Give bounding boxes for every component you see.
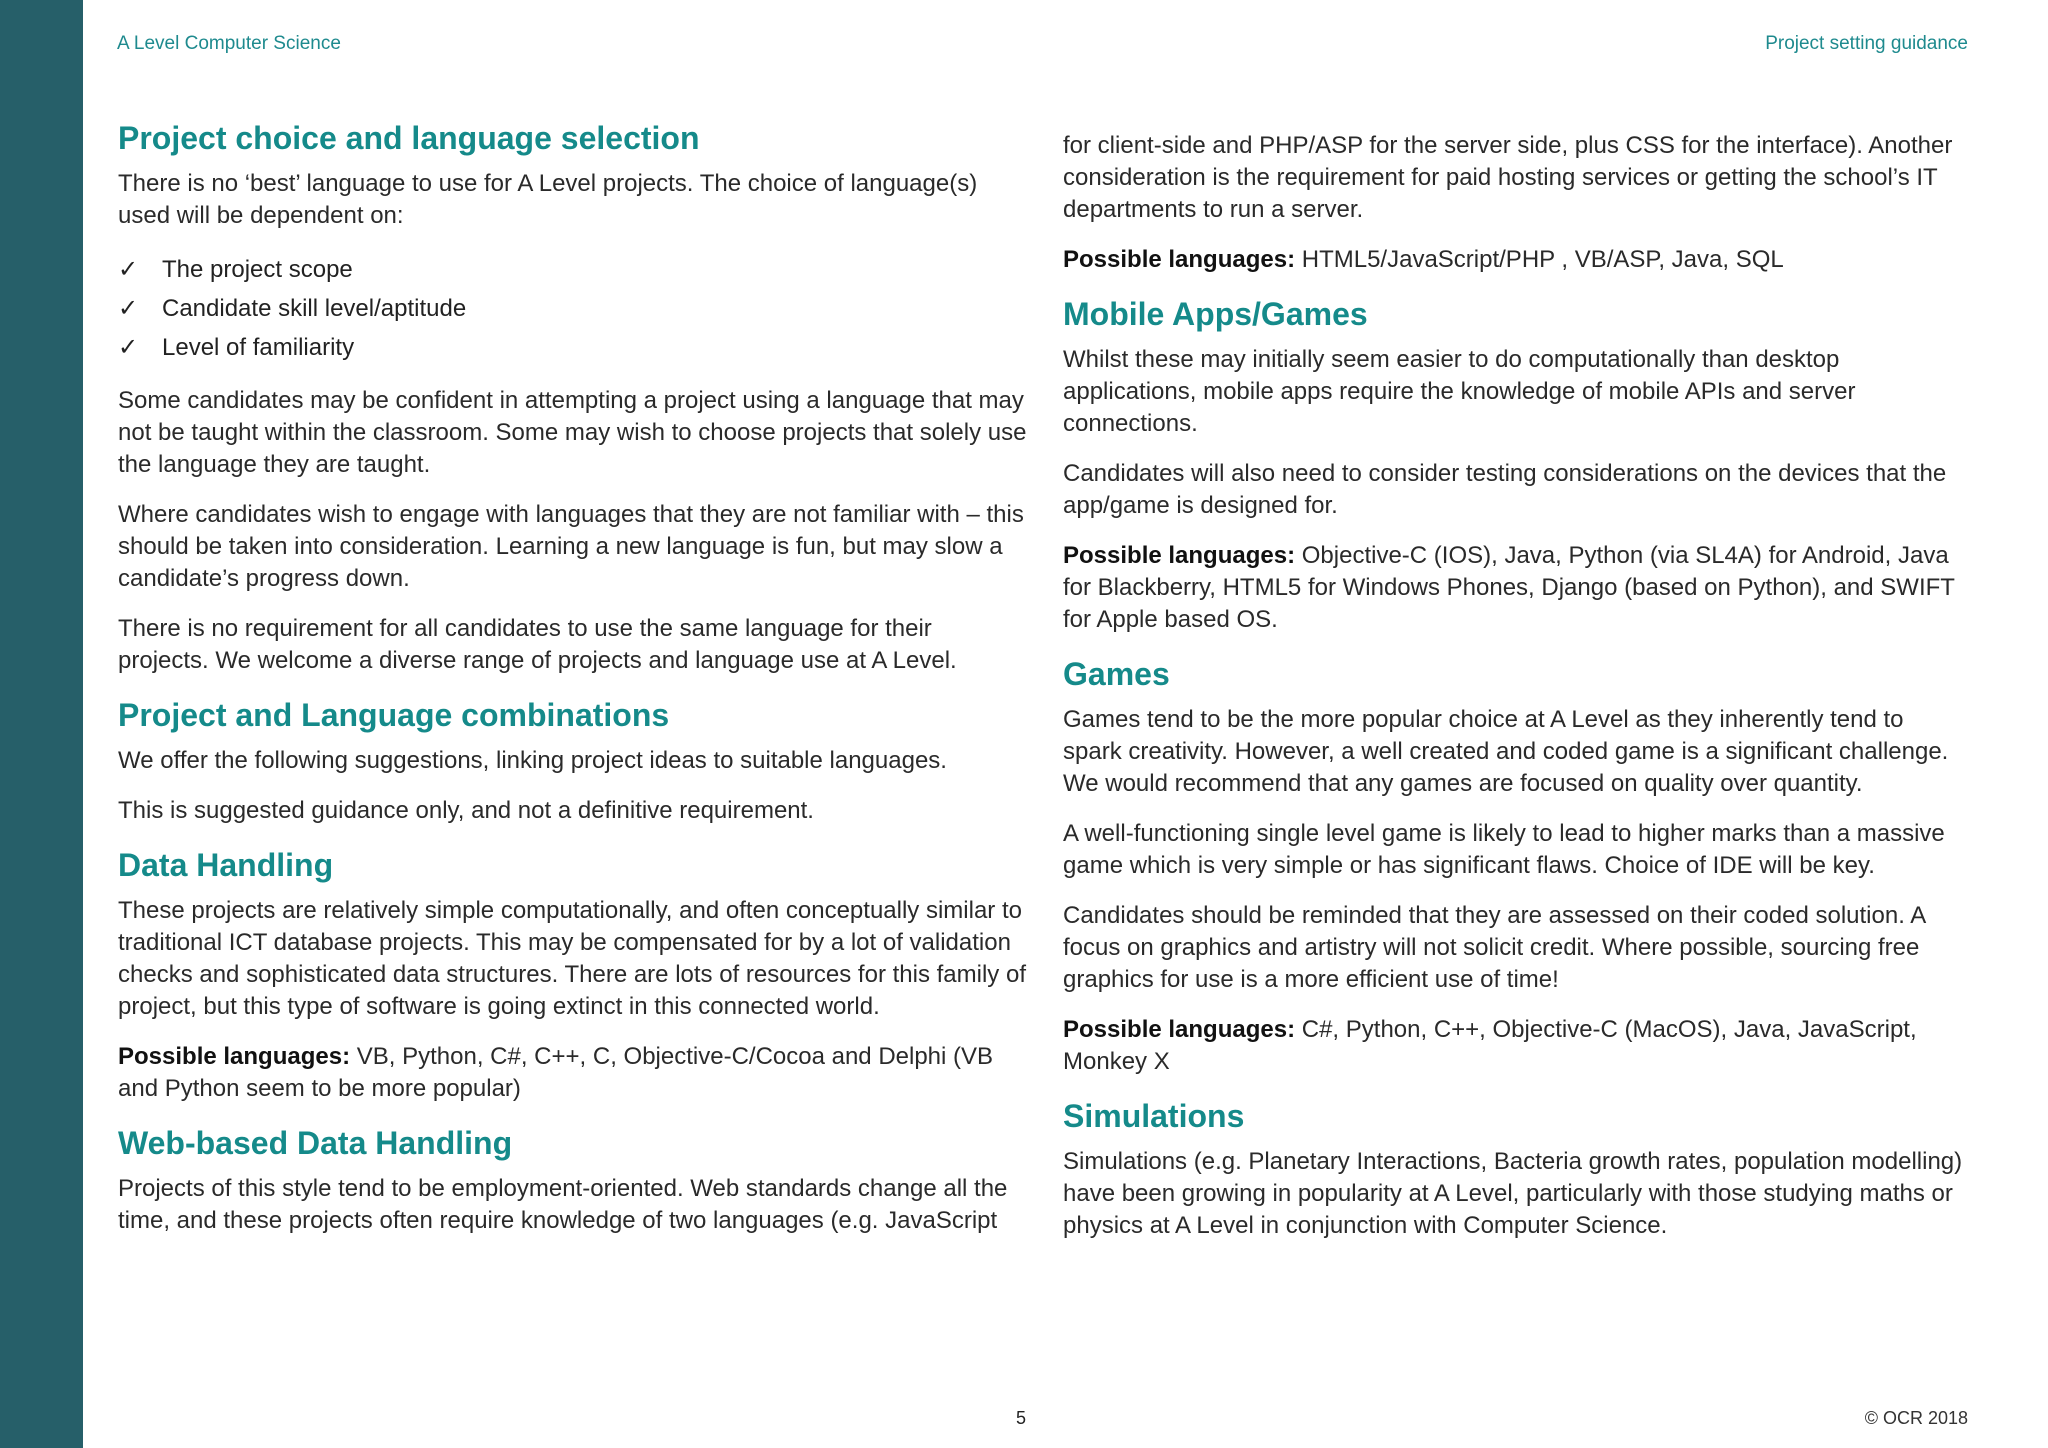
paragraph-suggestions: We offer the following suggestions, linking project ideas to suitable languages. [118,747,947,774]
heading-games: Games [1063,656,1170,692]
checkmark-icon: ✓ [118,256,139,283]
header-document-title: Project setting guidance [1765,33,1968,54]
checkmark-icon: ✓ [118,334,139,361]
paragraph-web-languages [1063,244,1968,276]
possible-languages-label: Possible languages: [1063,1016,1296,1043]
paragraph-confident-candidates: Some candidates may be confident in attempting a project using a language that may not be taught within the classroom. Some may wish to choose projects that solely use the language they are taught. [118,387,1027,478]
checklist-item [118,289,1028,328]
paragraph-web-continued: for client-side and PHP/ASP for the server side, plus CSS for the interface). Another consideration is the requirement for paid hosting services or getting the school’s IT departments to run a server. [1063,132,1953,223]
possible-languages-label: Possible languages: [1063,542,1296,569]
copyright-notice: © OCR 2018 [1864,1408,1968,1428]
paragraph-mobile-apps: Whilst these may initially seem easier to do computationally than desktop applications, mobile apps require the knowledge of mobile APIs and server connections. [1063,346,1856,437]
paragraph-games-popular: Games tend to be the more popular choice at A Level as they inherently tend to spark creativity. However, a well created and coded game is a significant challenge. We would recommend that any games are focused on quality over quantity. [1063,706,1949,797]
heading-project-language-combinations: Project and Language combinations [118,697,670,733]
checklist-item-text: The project scope [162,256,353,283]
paragraph-games-single-level: A well-functioning single level game is likely to lead to higher marks than a massive game which is very simple or has significant flaws. Choice of IDE will be key. [1063,820,1945,879]
criteria-checklist [118,250,1028,367]
heading-data-handling: Data Handling [118,847,334,883]
paragraph-games-assessment: Candidates should be reminded that they are assessed on their coded solution. A focus on graphics and artistry will not solicit credit. Where possible, sourcing free graphics for use is a more efficient use of time! [1063,902,1925,993]
header-course-title: A Level Computer Science [117,33,341,54]
checklist-item [118,328,1028,367]
paragraph-mobile-languages [1063,540,1968,636]
right-column [1063,130,1968,1260]
possible-languages-label: Possible languages: [1063,246,1296,273]
page-number: 5 [1016,1408,1027,1428]
checklist-item-text: Level of familiarity [162,334,355,361]
heading-simulations: Simulations [1063,1098,1245,1134]
paragraph-unfamiliar-languages: Where candidates wish to engage with languages that they are not familiar with – this should be taken into consideration. Learning a new language is fun, but may slow a candidate’s progress down. [118,501,1024,592]
paragraph-data-handling-languages [118,1041,1028,1105]
heading-web-based-data-handling: Web-based Data Handling [118,1125,513,1161]
paragraph-data-handling: These projects are relatively simple computationally, and often conceptually similar to traditional ICT database projects. This may be compensated for by a lot of validation checks and sophisticated data structures. There are lots of resources for this family of project, but this type of software is going extinct in this connected world. [118,897,1026,1020]
paragraph-language-intro: There is no ‘best’ language to use for A Level projects. The choice of language(s) used will be dependent on: [118,170,978,229]
possible-languages-list: Objective-C (IOS), Java, Python (via SL4A) for Android, Java for Blackberry, HTML5 for Windows Phones, Django (based on Python), and SWIFT for Apple based OS. [1063,542,1955,633]
checkmark-icon: ✓ [118,295,139,322]
paragraph-games-languages [1063,1014,1968,1078]
sidebar-band [0,0,83,1448]
possible-languages-list: C#, Python, C++, Objective-C (MacOS), Java, JavaScript, Monkey X [1063,1016,1917,1075]
paragraph-mobile-testing: Candidates will also need to consider testing considerations on the devices that the app/game is designed for. [1063,460,1947,519]
paragraph-guidance-only: This is suggested guidance only, and not a definitive requirement. [118,797,814,824]
heading-project-choice: Project choice and language selection [118,120,700,156]
possible-languages-list: HTML5/JavaScript/PHP , VB/ASP, Java, SQL [1295,246,1784,273]
checklist-item-text: Candidate skill level/aptitude [162,295,467,322]
heading-mobile-apps-games: Mobile Apps/Games [1063,296,1368,332]
checklist-item [118,250,1028,289]
possible-languages-label: Possible languages: [118,1043,351,1070]
possible-languages-list: VB, Python, C#, C++, C, Objective-C/Cocoa and Delphi (VB and Python seem to be more popular) [118,1043,994,1102]
left-column [118,118,1028,1255]
paragraph-web-based: Projects of this style tend to be employment-oriented. Web standards change all the time, and these projects often require knowledge of two languages (e.g. JavaScript [118,1175,1008,1234]
paragraph-same-language: There is no requirement for all candidates to use the same language for their projects. We welcome a diverse range of projects and language use at A Level. [118,615,957,674]
paragraph-simulations: Simulations (e.g. Planetary Interactions, Bacteria growth rates, population modelling) have been growing in popularity at A Level, particularly with those studying maths or physics at A Level in conjunction with Computer Science. [1063,1148,1963,1239]
